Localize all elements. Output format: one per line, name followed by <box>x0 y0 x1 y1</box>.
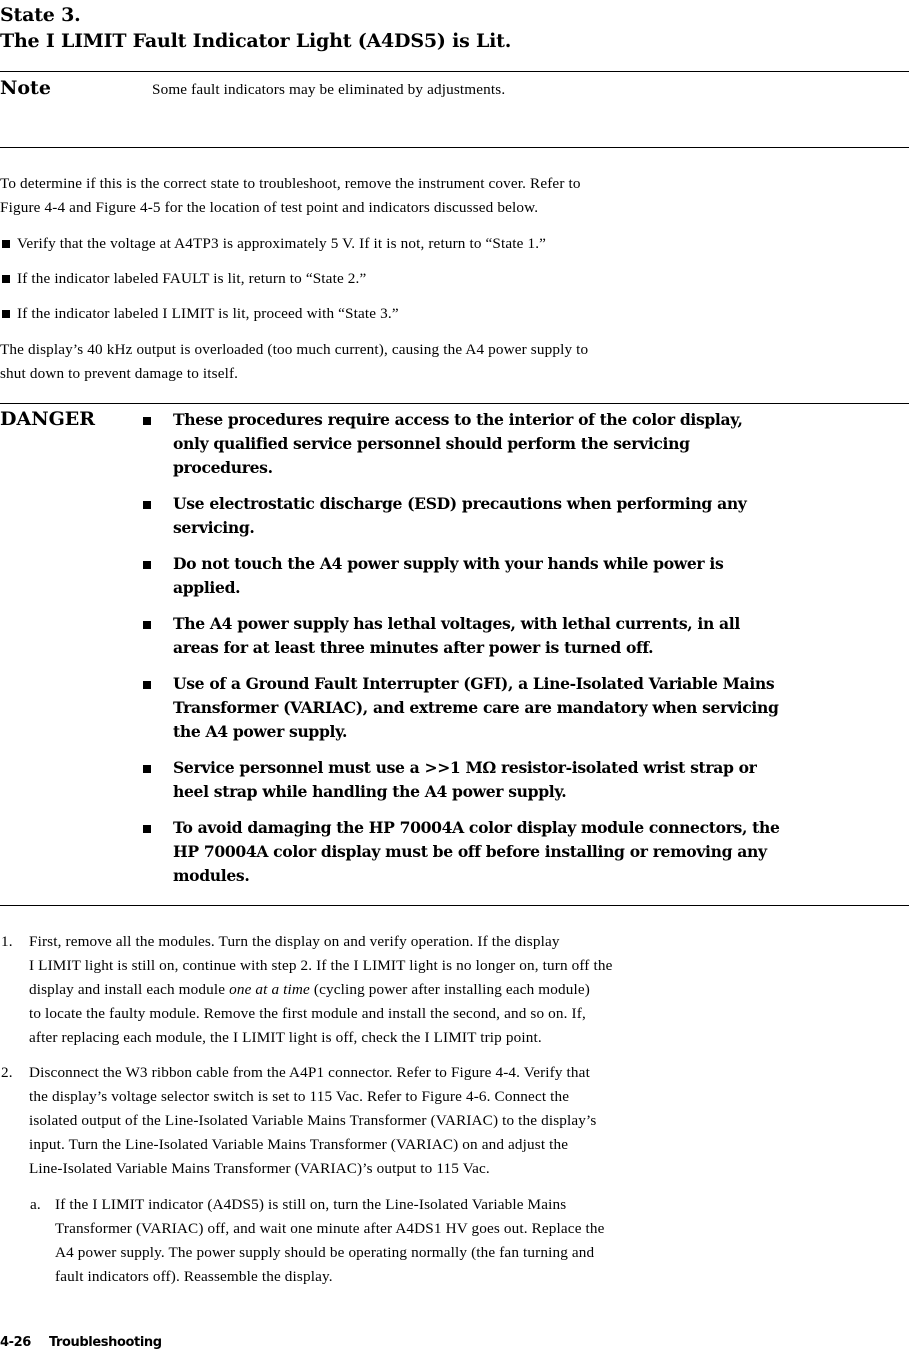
danger-line: servicing. <box>173 518 255 537</box>
step-1-text <box>29 930 612 1050</box>
step-line: to locate the faulty module. Remove the first module and install the second, and so on. If, <box>29 1005 586 1022</box>
explanation-line: The display’s 40 kHz output is overloaded (too much current), causing the A4 power supply to <box>0 341 589 358</box>
danger-line: areas for at least three minutes after power is turned off. <box>173 638 654 657</box>
step-line: First, remove all the modules. Turn the display on and verify operation. If the display <box>29 933 560 950</box>
danger-line: only qualified service personnel should perform the servicing <box>173 434 690 453</box>
danger-line: procedures. <box>173 458 273 477</box>
danger-line: the A4 power supply. <box>173 722 348 741</box>
check-item <box>2 232 546 256</box>
note-label: Note <box>0 77 51 99</box>
intro-line: Figure 4-4 and Figure 4-5 for the location of test point and indicators discussed below. <box>0 199 539 216</box>
substep-line: If the I LIMIT indicator (A4DS5) is still on, turn the Line-Isolated Variable Mains <box>55 1196 567 1213</box>
bullet-square-icon <box>143 681 151 689</box>
substep-a-text <box>55 1193 605 1289</box>
danger-line: heel strap while handling the A4 power supply. <box>173 782 567 801</box>
danger-line: Transformer (VARIAC), and extreme care are mandatory when servicing <box>173 698 779 717</box>
check-text: Verify that the voltage at A4TP3 is approximately 5 V. If it is not, return to “State 1.” <box>17 235 547 252</box>
bullet-square-icon <box>143 501 151 509</box>
substep-line: Transformer (VARIAC) off, and wait one minute after A4DS1 HV goes out. Replace the <box>55 1220 605 1237</box>
danger-line: To avoid damaging the HP 70004A color display module connectors, the <box>173 818 780 837</box>
note-top-rule <box>0 71 909 72</box>
danger-line: Use of a Ground Fault Interrupter (GFI), a Line-Isolated Variable Mains <box>173 674 775 693</box>
check-text: If the indicator labeled FAULT is lit, return to “State 2.” <box>17 270 367 287</box>
substep-letter: a. <box>30 1196 41 1213</box>
step-line: after replacing each module, the I LIMIT light is off, check the I LIMIT trip point. <box>29 1029 542 1046</box>
bullet-square-icon <box>143 825 151 833</box>
danger-line: Use electrostatic discharge (ESD) precautions when performing any <box>173 494 747 513</box>
danger-label: DANGER <box>0 408 96 430</box>
step-line-text: display and install each module <box>29 981 230 998</box>
step-line: I LIMIT light is still on, continue with step 2. If the I LIMIT light is no longer on, turn off the <box>29 957 613 974</box>
danger-line: These procedures require access to the interior of the color display, <box>173 410 743 429</box>
bullet-square-icon <box>143 561 151 569</box>
page-footer <box>0 1335 162 1350</box>
danger-line: Do not touch the A4 power supply with your hands while power is <box>173 554 724 573</box>
intro-line: To determine if this is the correct state to troubleshoot, remove the instrument cover. Refer to <box>0 175 581 192</box>
step-line: isolated output of the Line-Isolated Variable Mains Transformer (VARIAC) to the display’s <box>29 1112 597 1129</box>
step-line: input. Turn the Line-Isolated Variable Mains Transformer (VARIAC) on and adjust the <box>29 1136 569 1153</box>
bullet-square-icon <box>2 310 10 318</box>
step-line: Disconnect the W3 ribbon cable from the A4P1 connector. Refer to Figure 4-4. Verify that <box>29 1064 590 1081</box>
state-heading: State 3. <box>0 4 81 26</box>
danger-bottom-rule <box>0 905 909 906</box>
explanation-line: shut down to prevent damage to itself. <box>0 365 239 382</box>
danger-line: HP 70004A color display must be off before installing or removing any <box>173 842 767 861</box>
danger-line: The A4 power supply has lethal voltages, with lethal currents, in all <box>173 614 740 633</box>
intro-paragraph <box>0 172 581 220</box>
note-bottom-rule <box>0 147 909 148</box>
substep-line: fault indicators off). Reassemble the display. <box>55 1268 333 1285</box>
bullet-square-icon <box>143 765 151 773</box>
page-number: 4-26 <box>0 1335 31 1350</box>
danger-top-rule <box>0 403 909 404</box>
section-name: Troubleshooting <box>48 1335 162 1350</box>
danger-line: modules. <box>173 866 250 885</box>
check-item <box>2 302 399 326</box>
step-number: 2. <box>1 1064 13 1081</box>
step-line: the display’s voltage selector switch is set to 115 Vac. Refer to Figure 4-6. Connect the <box>29 1088 570 1105</box>
danger-line: Service personnel must use a >>1 MΩ resistor-isolated wrist strap or <box>173 758 757 777</box>
step-line <box>29 978 612 1002</box>
step-2-text <box>29 1061 596 1181</box>
state-title: The I LIMIT Fault Indicator Light (A4DS5) is Lit. <box>0 30 512 52</box>
check-text: If the indicator labeled I LIMIT is lit, proceed with “State 3.” <box>17 305 399 322</box>
bullet-square-icon <box>2 275 10 283</box>
step-line-text: (cycling power after installing each module) <box>309 981 590 998</box>
step-number: 1. <box>1 933 13 950</box>
emphasis-text: one at a time <box>229 981 310 998</box>
danger-line: applied. <box>173 578 241 597</box>
bullet-square-icon <box>143 417 151 425</box>
check-item <box>2 267 366 291</box>
bullet-square-icon <box>143 621 151 629</box>
note-text: Some fault indicators may be eliminated by adjustments. <box>152 81 506 98</box>
substep-line: A4 power supply. The power supply should be operating normally (the fan turning and <box>55 1244 595 1261</box>
bullet-square-icon <box>2 240 10 248</box>
explanation-paragraph <box>0 338 588 386</box>
step-line: Line-Isolated Variable Mains Transformer (VARIAC)’s output to 115 Vac. <box>29 1160 490 1177</box>
